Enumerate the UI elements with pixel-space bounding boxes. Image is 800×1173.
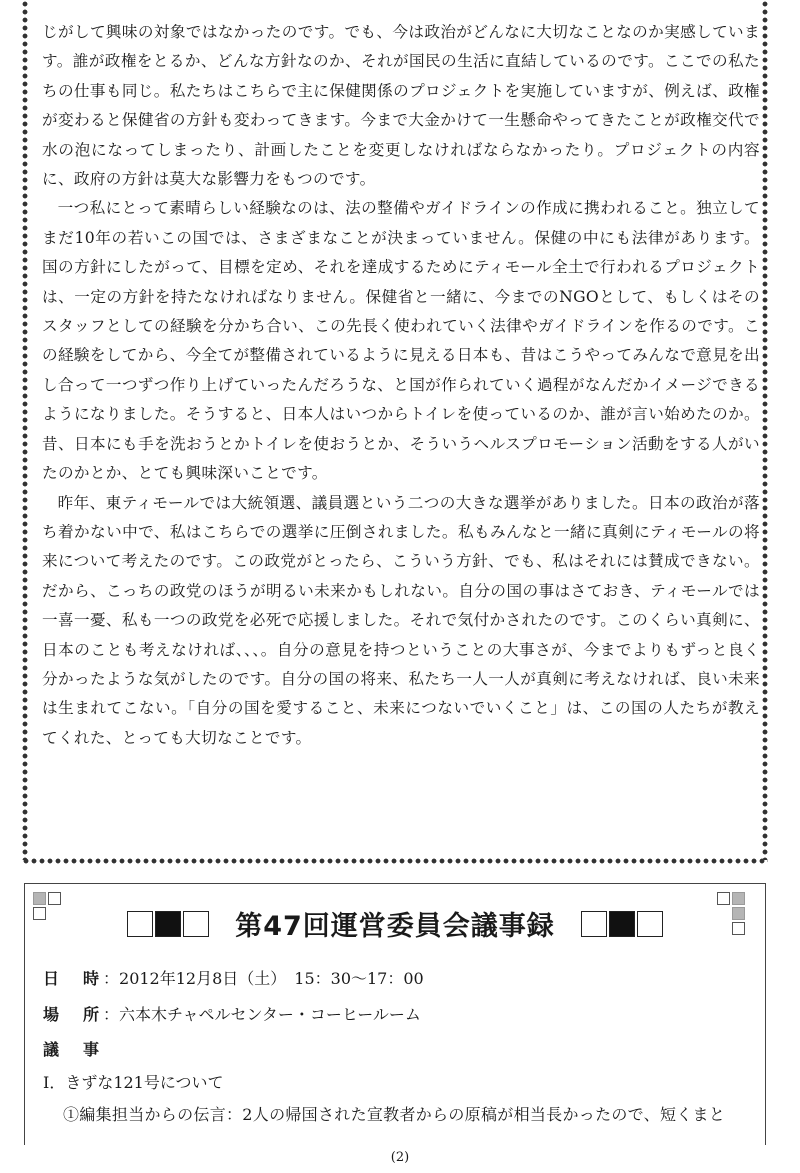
empty-box-icon xyxy=(581,911,607,937)
page-number: (2) xyxy=(390,1150,410,1165)
empty-box-icon xyxy=(183,911,209,937)
dotted-border-left xyxy=(22,0,28,860)
section-1-heading: Ⅰ．きずな121号について xyxy=(43,1073,224,1092)
date-label: 日 時 xyxy=(43,969,104,988)
agenda-label: 議 事 xyxy=(43,1040,104,1059)
empty-box-icon xyxy=(637,911,663,937)
dotted-border-right xyxy=(762,0,768,860)
essay-paragraph: 一つ私にとって素晴らしい経験なのは、法の整備やガイドラインの作成に携われること。独立してまだ10年の若いこの国では、さまざまなことが決まっていません。保健の中にも法律があります。国の方針にしたがって、目標を定め、それを達成するためにティモール全土で行われるプロジェクトは、一定の方針を持たなければなりません。保健省と一緒に、今までのNGOとして、もしくはそのスタッフとしての経験を分かち合い、この先長く使われていく法律やガイドラインを作るのです。この経験をしてから、今全てが整備されているように見える日本も、昔はこうやってみんなで意見を出し合って一つずつ作り上げていったんだろうな、と国が作られていく過程がなんだかイメージできるようになりました。そうすると、日本人はいつからトイレを使っているのか、誰が言い始めたのか。昔、日本にも手を洗おうとかトイレを使おうとか、そういうヘルスプロモーション活動をする人がいたのかとか、とても興味深いことです。 xyxy=(42,199,760,483)
minutes-title-row xyxy=(25,904,765,943)
dotted-border-bottom xyxy=(22,858,768,864)
place-label: 場 所 xyxy=(43,1005,104,1024)
essay-paragraph: 昨年、東ティモールでは大統領選、議員選という二つの大きな選挙がありました。日本の政治が落ち着かない中で、私はこちらでの選挙に圧倒されました。私もみんなと一緒に真剣にティモールの将来について考えたのです。この政党がとったら、こういう方針、でも、私はそれには賛成できない。だから、こっちの政党のほうが明るい未来かもしれない。自分の国の事はさておき、ティモールでは一喜一憂、私も一つの政党を必死で応援しました。それで気付かされたのです。このくらい真剣に、日本のことも考えなければ、、、。自分の意見を持つということの大事さが、今までよりもずっと良く分かったような気がしたのです。自分の国の将来、私たち一人一人が真剣に考えなければ、良い未来は生まれてこない。「自分の国を愛すること、未来につないでいくこと」は、この国の人たちが教えてくれた、とっても大切なことです。 xyxy=(42,493,760,747)
minutes-title: 第47回運営委員会議事録 xyxy=(235,911,555,942)
place-value: ：六本木チャペルセンター・コーヒールーム xyxy=(103,1005,421,1024)
agenda-item: ①編集担当からの伝言：2人の帰国された宣教者からの原稿が相当長かったので、短くまと xyxy=(63,1105,726,1124)
essay-paragraph: じがして興味の対象ではなかったのです。でも、今は政治がどんなに大切なことなのか実感しています。誰が政権をとるか、どんな方針なのか、それが国民の生活に直結しているのです。ここでの私たちの仕事も同じ。私たちはこちらで主に保健関係のプロジェクトを実施していますが、例えば、政権が変わると保健省の方針も変わってきます。今まで大金かけて一生懸命やってきたことが政権交代で水の泡になってしまったり、計画したことを変更しなければならなかったり。プロジェクトの内容に、政府の方針は莫大な影響力をもつのです。 xyxy=(42,23,760,189)
place-row xyxy=(43,1002,421,1025)
essay-body xyxy=(42,18,760,753)
filled-box-icon xyxy=(155,911,181,937)
filled-box-icon xyxy=(609,911,635,937)
date-value: ：2012年12月8日（土） 15：30〜17：00 xyxy=(103,969,424,988)
minutes-box xyxy=(24,883,766,1145)
agenda-section-heading xyxy=(43,1070,224,1093)
agenda-row xyxy=(43,1037,103,1060)
empty-box-icon xyxy=(127,911,153,937)
date-row xyxy=(43,966,424,989)
